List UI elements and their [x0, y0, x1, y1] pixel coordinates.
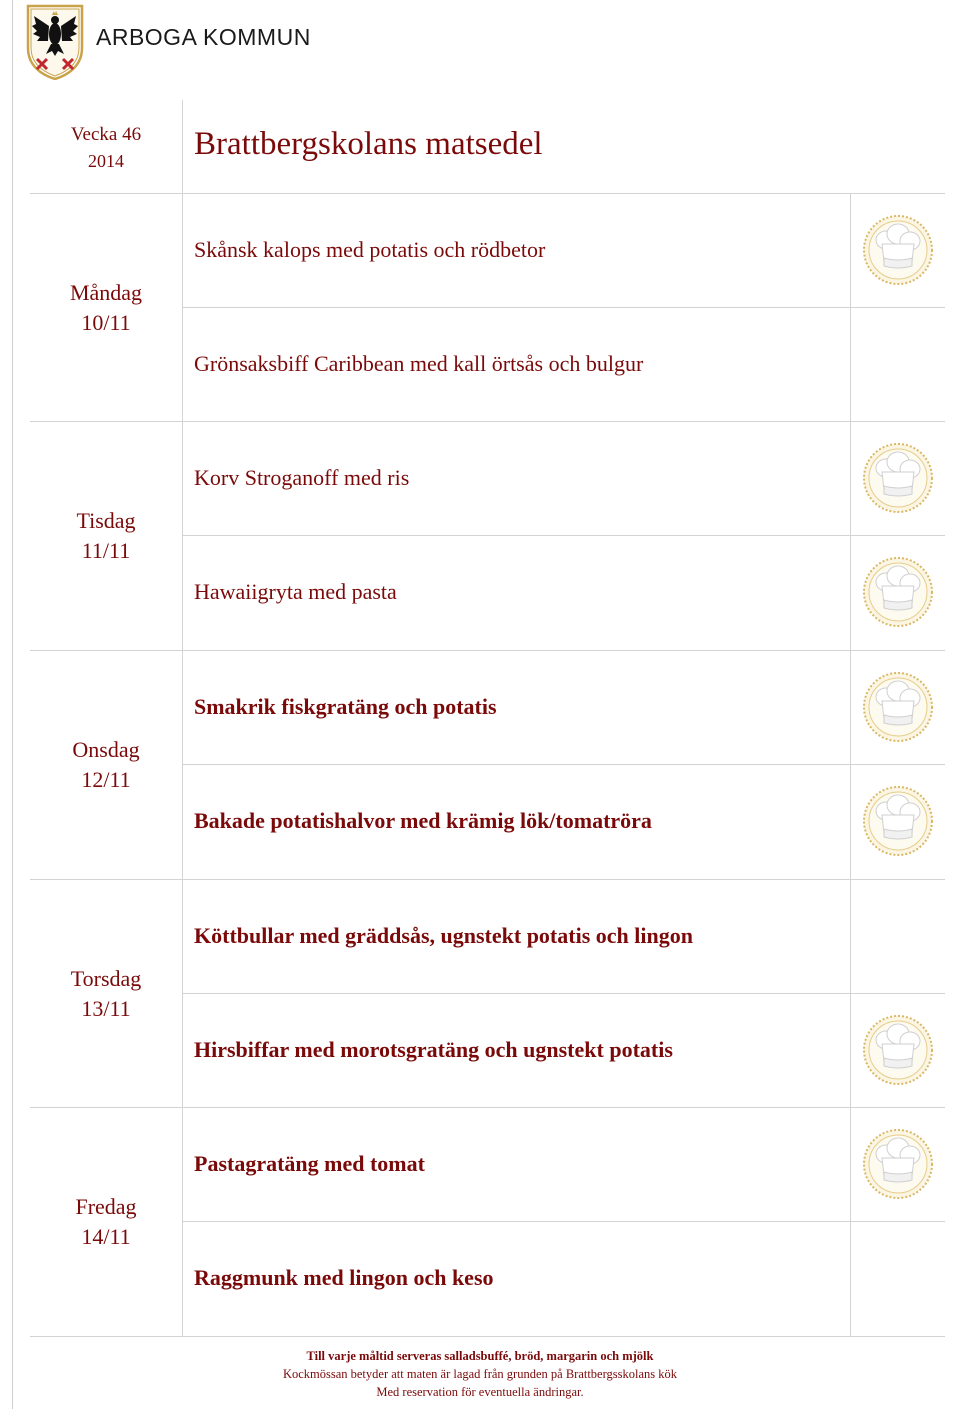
header	[26, 3, 311, 81]
chef-hat-icon	[862, 556, 934, 628]
day-date: 10/11	[81, 310, 131, 335]
column-divider-left	[182, 100, 183, 1336]
dish-item: Grönsaksbiff Caribbean med kall örtsås och bulgur	[194, 351, 644, 376]
dish-item: Smakrik fiskgratäng och potatis	[194, 694, 497, 719]
dish-item: Köttbullar med gräddsås, ugnstekt potatis och lingon	[194, 923, 693, 948]
dish-item: Pastagratäng med tomat	[194, 1151, 425, 1176]
day-name: Tisdag	[76, 508, 136, 533]
dish-item: Korv Stroganoff med ris	[194, 465, 410, 490]
dish-item: Hawaiigryta med pasta	[194, 579, 397, 604]
row-divider	[30, 421, 945, 422]
day-date: 13/11	[81, 996, 131, 1021]
dish-item: Hirsbiffar med morotsgratäng och ugnstekt potatis	[194, 1037, 673, 1062]
day-date: 14/11	[81, 1224, 131, 1249]
day-date: 12/11	[81, 767, 131, 792]
row-divider	[30, 879, 945, 880]
footer-line: Till varje måltid serveras salladsbuffé, bröd, margarin och mjölk	[306, 1349, 654, 1363]
day-label-monday	[44, 278, 168, 338]
chef-hat-icon	[862, 442, 934, 514]
footer-line: Med reservation för eventuella ändringar.	[376, 1385, 584, 1399]
day-name: Fredag	[75, 1194, 137, 1219]
row-divider	[30, 1336, 945, 1337]
dish-item: Bakade potatishalvor med krämig lök/tomatröra	[194, 808, 652, 833]
day-date: 11/11	[81, 538, 131, 563]
day-name: Torsdag	[70, 966, 142, 991]
chef-hat-icon	[862, 1128, 934, 1200]
dish-item: Raggmunk med lingon och keso	[194, 1265, 494, 1290]
day-label-wednesday	[44, 735, 168, 795]
row-divider	[30, 193, 945, 194]
chef-hat-icon	[862, 785, 934, 857]
footer-line: Kockmössan betyder att maten är lagad från grunden på Brattbergsskolans kök	[282, 1367, 678, 1381]
week-number: Vecka 46	[70, 124, 142, 145]
chef-hat-icon	[862, 1014, 934, 1086]
dish-item: Skånsk kalops med potatis och rödbetor	[194, 237, 546, 262]
chef-hat-icon	[862, 671, 934, 743]
row-divider	[30, 1107, 945, 1108]
dish-divider	[182, 764, 945, 765]
week-year: 2014	[88, 151, 124, 171]
title-row	[0, 100, 960, 193]
day-label-friday	[44, 1192, 168, 1252]
page-title: Brattbergskolans matsedel	[194, 126, 543, 162]
day-name: Onsdag	[72, 737, 140, 762]
row-divider	[30, 650, 945, 651]
brand-name: ARBOGA KOMMUN	[96, 23, 311, 50]
week-label	[48, 122, 164, 174]
page-edge	[0, 0, 13, 1409]
footer-notes	[0, 1347, 960, 1401]
dish-divider	[182, 1221, 945, 1222]
day-name: Måndag	[69, 280, 143, 305]
arboga-crest-icon	[26, 4, 84, 80]
day-label-tuesday	[44, 506, 168, 566]
day-label-thursday	[44, 964, 168, 1024]
chef-hat-icon	[862, 214, 934, 286]
dish-divider	[182, 535, 945, 536]
dish-divider	[182, 307, 945, 308]
dish-divider	[182, 993, 945, 994]
